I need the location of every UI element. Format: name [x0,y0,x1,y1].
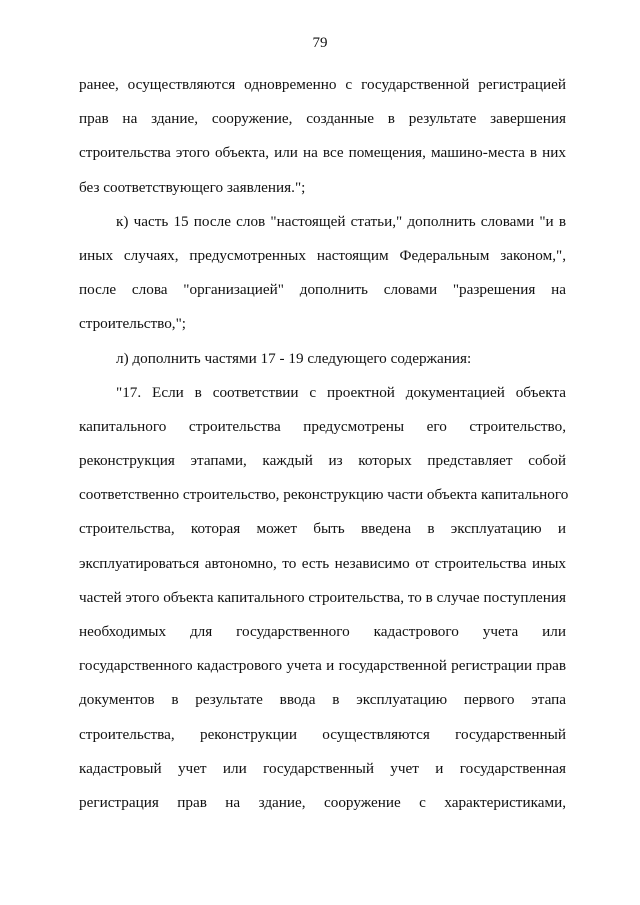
text-line: л) дополнить частями 17 - 19 следующего содержания: [116,349,472,367]
text-line: "17. Если в соответствии с проектной документацией объекта [116,383,566,401]
text-line: регистрация прав на здание, сооружение с характеристиками, [79,793,566,811]
document-body [79,68,569,820]
paragraph-2 [79,205,566,342]
text-line: ранее, осуществляются одновременно с государственной регистрацией [79,76,566,93]
text-line: эксплуатироваться автономно, то есть независимо от строительства иных [79,554,566,572]
text-line: капитального строительства предусмотрены его строительство, [79,417,566,435]
page-number: 79 [312,35,328,51]
text-line: без соответствующего заявления."; [79,178,306,196]
text-line: государственного кадастрового учета и государственной регистрации прав [79,657,566,675]
text-line: иных случаях, предусмотренных настоящим Федеральным законом,", [79,246,566,264]
text-line: частей этого объекта капитального строительства, то в случае поступления [79,588,567,606]
text-line: к) часть 15 после слов "настоящей статьи," дополнить словами "и в [116,212,566,230]
text-line: строительства, реконструкции осуществляются государственный [79,725,566,743]
text-line: строительства этого объекта, или на все помещения, машино-места в них [79,144,566,162]
paragraph-3 [79,342,566,376]
paragraph-4 [79,376,569,820]
text-line: строительства, которая может быть введена в эксплуатацию и [79,520,566,538]
text-line: документов в результате ввода в эксплуатацию первого этапа [79,691,566,709]
paragraph-1 [79,68,566,205]
text-line: соответственно строительство, реконструкцию части объекта капитального [79,486,569,504]
text-line: строительство,"; [79,315,187,333]
text-line: реконструкция этапами, каждый из которых представляет собой [79,452,566,470]
text-line: необходимых для государственного кадастрового учета или [79,623,566,640]
text-line: после слова "организацией" дополнить словами "разрешения на [79,281,566,299]
text-line: кадастровый учет или государственный учет и государственная [79,759,566,777]
text-line: прав на здание, сооружение, созданные в результате завершения [79,110,566,128]
